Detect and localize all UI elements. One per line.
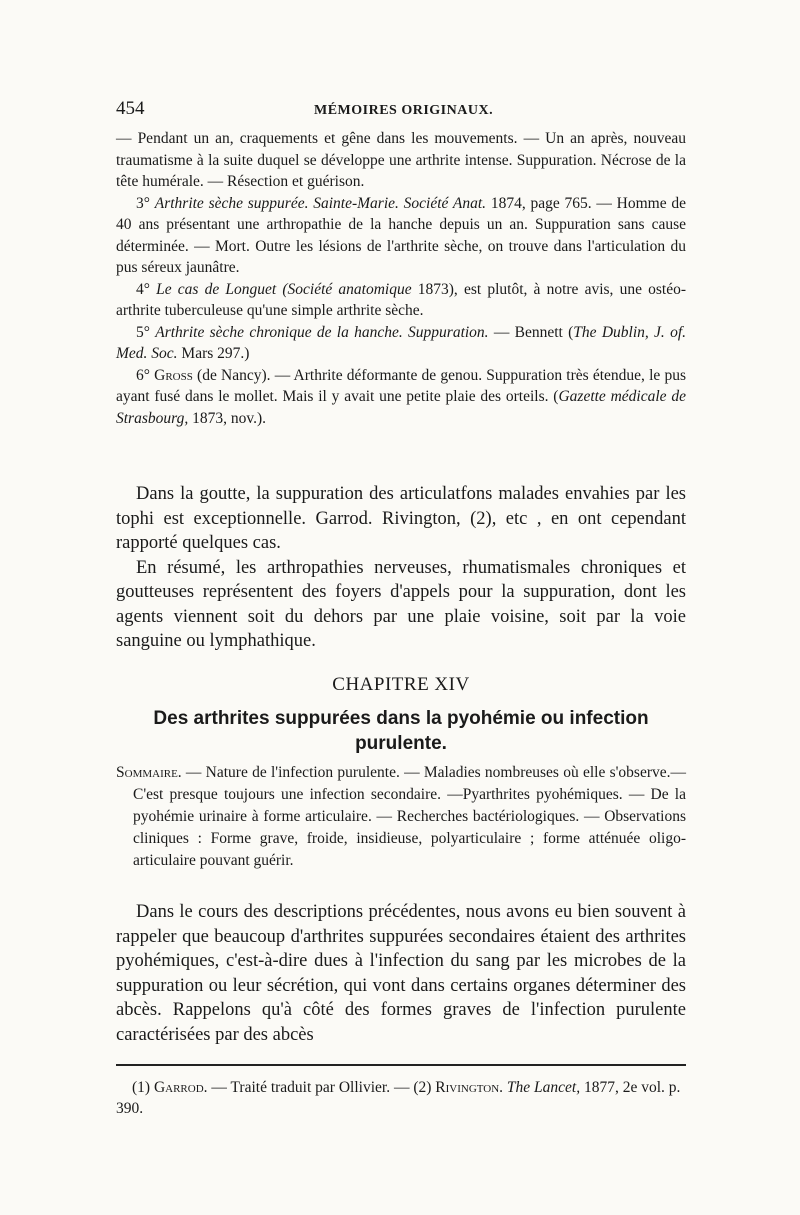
goutte-paragraph: Dans la goutte, la suppuration des articulatfons malades envahies par les tophi est exceptionnelle. Garrod. Rivington, (2), etc , en ont cependant rapporté quelques cas. xyxy=(116,484,686,553)
observation-text: 1874, page 765. — Homme de 40 ans présentant une arthropathie de la hanche depuis un an. Suppuration sans cause déterminée. — Mort. Outre les lésions de l'arthrite sèche, on trouve dans l'articulation du pus séreux jaunâtre. xyxy=(116,194,687,276)
observation-number: 6° xyxy=(136,366,150,384)
footnote-author: Garrod. xyxy=(153,1079,208,1096)
observation-reference: The Dublin, J. of. Med. Soc. xyxy=(116,323,687,362)
footnotes xyxy=(116,1077,686,1119)
footnote-journal: The Lancet, xyxy=(503,1079,581,1096)
observation-text: 1873), est plutôt, à notre avis, une ostéo-arthrite tuberculeuse qu'une simple arthrite sèche. xyxy=(116,280,686,319)
chapter-body xyxy=(116,900,686,1047)
chapter-label: CHAPITRE XIV xyxy=(332,674,470,695)
footnote-marker: (1) xyxy=(132,1079,154,1096)
footnote-author: Rivington. xyxy=(435,1079,504,1096)
observation-number: 4° xyxy=(136,280,150,298)
observation-3 xyxy=(116,193,686,279)
page-number: 454 xyxy=(116,98,145,119)
resume-paragraph: En résumé, les arthropathies nerveuses, rhumatismales chroniques et goutteuses représentent des foyers d'appels pour la suppuration, dont les agents viennent soit du dehors par une plaie voisine, soit par la voie sanguine ou lymphathique. xyxy=(116,557,686,651)
observation-5 xyxy=(116,322,686,365)
observation-author: Gross xyxy=(154,366,193,384)
observation-reference: Gazette médicale de Strasbourg, xyxy=(116,388,686,427)
observation-text: Mars 297.) xyxy=(177,345,250,362)
running-title: MÉMOIRES ORIGINAUX. xyxy=(314,103,494,118)
observation-number: 3° xyxy=(136,194,150,212)
chapter-title: Des arthrites suppurées dans la pyohémie ou infection purulente. xyxy=(153,708,649,754)
observations-list xyxy=(116,128,686,429)
observation-text: — Bennett ( xyxy=(488,323,574,341)
observation-continued: — Pendant un an, craquements et gêne dans les mouvements. — Un an après, nouveau traumatisme à la suite duquel se développe une arthrite intense. Suppuration. Nécrose de la tête humérale. — Résection et guérison. xyxy=(116,130,686,190)
summary-label: Sommaire. xyxy=(116,764,182,781)
chapter-summary xyxy=(116,762,686,872)
observation-title: Le cas de Longuet xyxy=(156,280,277,298)
conclusion-section xyxy=(116,482,686,654)
observation-number: 5° xyxy=(136,323,150,341)
observation-text: (de Nancy). — Arthrite déformante de genou. Suppuration très étendue, le pus ayant fusé dans le mollet. Mais il y avait une petite plaie des orteils. ( xyxy=(116,366,686,405)
observation-reference: (Société anatomique xyxy=(282,280,412,298)
observation-6 xyxy=(116,365,686,430)
footnote-line xyxy=(116,1077,686,1119)
observation-text: 1873, nov.). xyxy=(188,409,266,427)
summary-text: — Nature de l'infection purulente. — Maladies nombreuses où elle s'observe.— C'est presque toujours une infection secondaire. —Pyarthrites pyohémiques. — De la pyohémie urinaire à forme articulaire. — Recherches bactériologiques. — Observations cliniques : Forme grave, froide, insidieuse, polyarticulaire ; forme atténuée oligo-articulaire pouvant guérir. xyxy=(133,764,686,869)
observation-title: Arthrite sèche chronique de la hanche. Suppuration. xyxy=(155,323,489,341)
observation-4 xyxy=(116,279,686,322)
footnote-divider xyxy=(116,1064,686,1066)
footnote-text: 1877, 2e vol. p. 390. xyxy=(116,1079,681,1117)
footnote-text: — Traité traduit par Ollivier. — (2) xyxy=(207,1079,436,1096)
body-paragraph: Dans le cours des descriptions précédentes, nous avons eu bien souvent à rappeler que beaucoup d'arthrites suppurées secondaires étaient des arthrites pyohémiques, c'est-à-dire dues à l'infection du sang par les microbes de la suppuration ou leur sécrétion, qui vont dans certains organes déterminer des abcès. Rappelons qu'à côté des formes graves de l'infection purulente caractérisées par des abcès xyxy=(116,902,686,1045)
observation-title: Arthrite sèche suppurée. Sainte-Marie. Société Anat. xyxy=(154,194,487,212)
